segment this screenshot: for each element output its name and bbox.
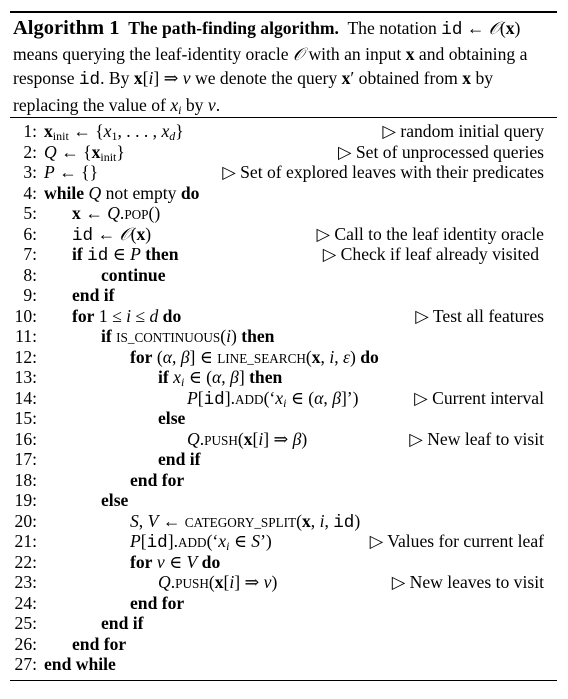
line-number: 15: bbox=[14, 408, 37, 428]
line-code: Q.PUSH(x[i] ⇒ v) bbox=[158, 572, 278, 592]
line-code: id ← 𝒪(x) bbox=[72, 223, 152, 246]
line-code: end if bbox=[72, 285, 115, 305]
algorithm-title: Algorithm 1 bbox=[13, 17, 120, 39]
algo-line bbox=[0, 654, 568, 675]
line-comment: ▷ Test all features bbox=[415, 305, 544, 326]
caption-text: . bbox=[215, 94, 221, 115]
line-comment: ▷ Set of explored leaves with their predicates bbox=[222, 162, 544, 182]
algo-line bbox=[0, 244, 568, 265]
caption-text: by replacing the value of bbox=[13, 68, 494, 115]
line-comment: ▷ random initial query bbox=[382, 121, 544, 141]
line-code: S, V ← CATEGORY_SPLIT(x, i, id) bbox=[130, 510, 361, 533]
line-code: end if bbox=[158, 449, 201, 469]
algorithm-name: The path-finding algorithm. bbox=[128, 18, 339, 38]
line-number: 25: bbox=[14, 613, 37, 633]
algo-line bbox=[0, 490, 568, 511]
line-number: 21: bbox=[14, 531, 37, 551]
line-comment: ▷ New leaves to visit bbox=[391, 572, 544, 592]
line-code: continue bbox=[101, 264, 166, 285]
line-number: 17: bbox=[14, 449, 37, 469]
line-number: 13: bbox=[14, 367, 37, 387]
caption-text: The notation bbox=[347, 18, 437, 38]
line-code: end for bbox=[130, 469, 185, 490]
line-code: end while bbox=[44, 654, 116, 674]
line-code: end if bbox=[101, 613, 144, 633]
line-code: for v ∈ V do bbox=[130, 551, 221, 572]
line-number: 8: bbox=[23, 264, 37, 285]
line-number: 1: bbox=[23, 121, 37, 141]
line-code: if $x_i$ ∈ (α, β] then bbox=[158, 367, 283, 389]
line-code: if IS_CONTINUOUS(i) then bbox=[101, 326, 275, 346]
line-code: if id ∈ P then bbox=[72, 244, 179, 266]
algo-line bbox=[0, 306, 568, 327]
algo-line bbox=[0, 572, 568, 593]
line-code: P ← {} bbox=[44, 162, 99, 182]
line-number: 2: bbox=[23, 141, 37, 162]
line-code: else bbox=[158, 408, 186, 428]
line-comment: ▷ Set of unprocessed queries bbox=[337, 141, 544, 162]
line-number: 19: bbox=[14, 490, 37, 510]
algorithm-caption: Algorithm 1 The path-finding algorithm. The notation id ← 𝒪(x) means querying the leaf-identity oracle 𝒪 with an input x and obtaining a response id. By x[i] ⇒ v we denote the query x′ obtained from x by replacing the value of $x_i$ by v. bbox=[13, 17, 528, 117]
line-number: 24: bbox=[14, 592, 37, 613]
line-number: 9: bbox=[23, 285, 37, 305]
line-number: 3: bbox=[23, 162, 37, 182]
bottom-rule bbox=[10, 680, 557, 681]
line-number: 20: bbox=[14, 510, 37, 531]
line-number: 11: bbox=[15, 326, 37, 346]
caption-text: we denote the query bbox=[195, 68, 338, 89]
algo-line bbox=[0, 511, 568, 532]
caption-text: means querying the leaf-identity oracle bbox=[13, 44, 289, 65]
line-code: x ← Q.POP() bbox=[72, 203, 161, 223]
caption-id: id bbox=[78, 70, 101, 91]
algo-line bbox=[0, 367, 568, 388]
line-number: 12: bbox=[14, 346, 37, 367]
line-comment: ▷ New leaf to visit bbox=[409, 428, 544, 449]
algo-line bbox=[0, 162, 568, 183]
top-rule bbox=[10, 11, 557, 13]
line-code: for 1 ≤ i ≤ d do bbox=[72, 305, 182, 326]
line-number: 14: bbox=[14, 387, 37, 408]
line-number: 22: bbox=[14, 551, 37, 572]
line-code: $P[id].ADD(‘x_i$ ∈ S’) bbox=[130, 531, 272, 553]
caption-text: with an input bbox=[308, 44, 402, 65]
algo-line bbox=[0, 429, 568, 450]
caption-id: id bbox=[441, 20, 463, 40]
caption-text: and obtaining a response bbox=[13, 44, 528, 89]
algo-line bbox=[0, 470, 568, 491]
caption-rule bbox=[10, 117, 557, 118]
algo-line bbox=[0, 183, 568, 204]
line-comment: ▷ Check if leaf already visited bbox=[322, 244, 539, 264]
line-comment: ▷ Values for current leaf bbox=[369, 531, 544, 551]
algo-line bbox=[0, 531, 568, 552]
line-code: else bbox=[101, 490, 129, 510]
algo-line bbox=[0, 326, 568, 347]
line-number: 23: bbox=[14, 572, 37, 592]
caption-text: by bbox=[185, 94, 204, 115]
algo-line bbox=[0, 347, 568, 368]
algo-line bbox=[0, 593, 568, 614]
line-number: 10: bbox=[14, 305, 37, 326]
caption-text: obtained from bbox=[358, 68, 458, 89]
algo-line bbox=[0, 285, 568, 306]
algo-line bbox=[0, 634, 568, 655]
caption-text: . By bbox=[100, 68, 130, 89]
line-number: 18: bbox=[14, 469, 37, 490]
line-number: 4: bbox=[23, 182, 37, 203]
algo-line bbox=[0, 408, 568, 429]
algo-line bbox=[0, 203, 568, 224]
algo-line bbox=[0, 224, 568, 245]
line-number: 16: bbox=[14, 428, 37, 449]
line-code: while Q not empty do bbox=[44, 182, 200, 203]
algo-line bbox=[0, 613, 568, 634]
line-comment: ▷ Current interval bbox=[414, 387, 544, 408]
line-number: 26: bbox=[14, 633, 37, 654]
algo-line bbox=[0, 388, 568, 409]
line-code: for (α, β] ∈ LINE_SEARCH(x, i, ε) do bbox=[130, 346, 379, 367]
algo-line bbox=[0, 142, 568, 163]
line-comment: ▷ Call to the leaf identity oracle bbox=[316, 223, 544, 244]
line-code: end for bbox=[72, 633, 127, 654]
line-code: end for bbox=[130, 592, 185, 613]
line-code: Q ← $\{x_{init}\}$ bbox=[44, 141, 125, 164]
line-number: 6: bbox=[23, 223, 37, 244]
line-number: 5: bbox=[23, 203, 37, 223]
algo-line bbox=[0, 265, 568, 286]
line-code: $x_{init}$ ← {$x_1$, . . . , $x_d$} bbox=[44, 121, 184, 143]
algo-line bbox=[0, 121, 568, 142]
line-number: 7: bbox=[23, 244, 37, 264]
algo-line bbox=[0, 552, 568, 573]
line-code: Q.PUSH(x[i] ⇒ β) bbox=[187, 428, 308, 449]
algo-line bbox=[0, 449, 568, 470]
line-number: 27: bbox=[14, 654, 37, 674]
line-code: $P[id].ADD(‘x_i$ ∈ (α, β]’) bbox=[187, 387, 359, 410]
